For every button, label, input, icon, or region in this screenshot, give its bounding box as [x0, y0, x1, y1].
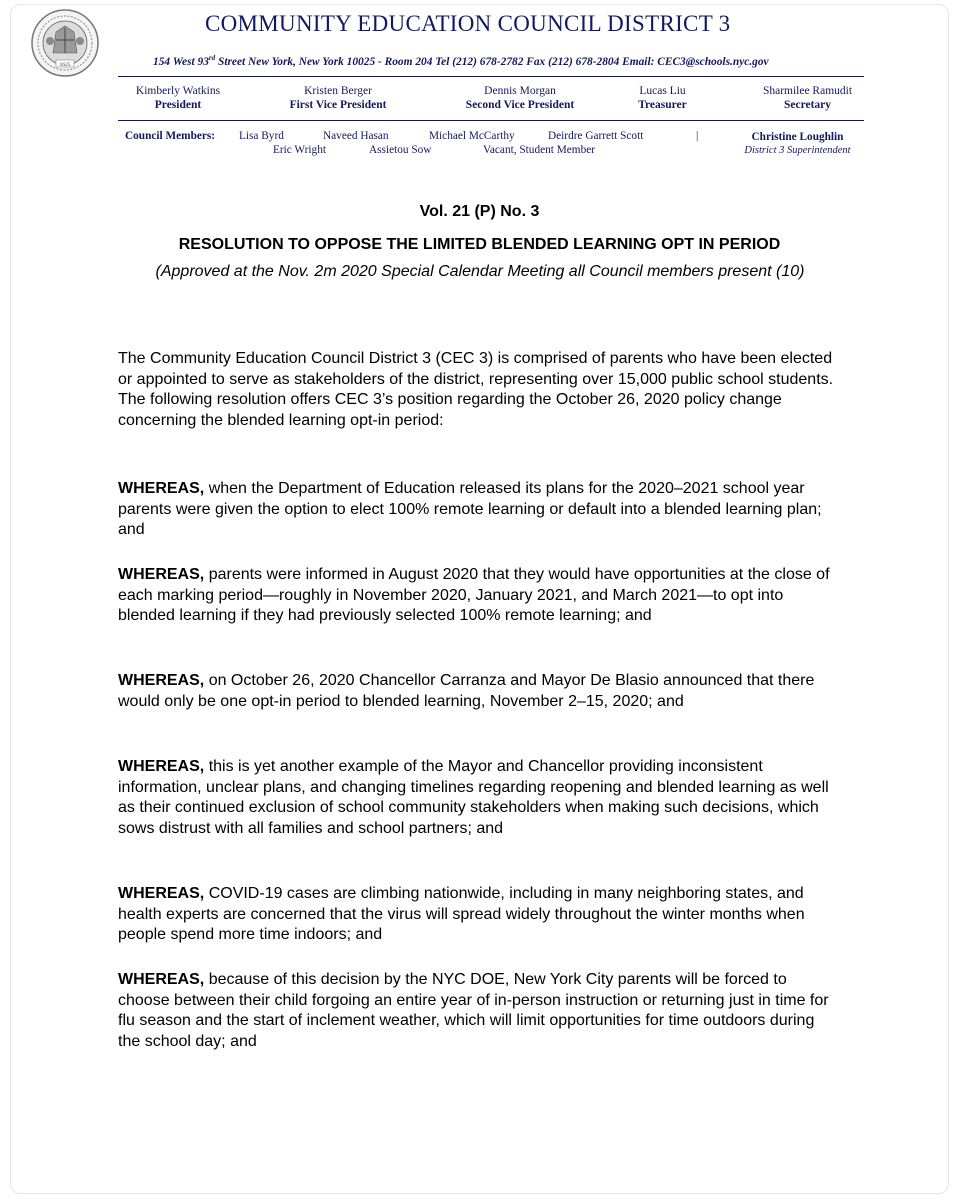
- members-separator: |: [696, 130, 699, 142]
- header-divider-bottom: [118, 120, 864, 121]
- officer-second-vice-president: Dennis Morgan Second Vice President: [465, 85, 575, 111]
- whereas-clause: WHEREAS, this is yet another example of the Mayor and Chancellor providing inconsistent information, unclear plans, and changing timelines regarding reopening and blended learning as well as their continued exclusion of school community stakeholders when making such decisions, which sows distrust with all families and school partners; and: [118, 758, 829, 837]
- superintendent-role: District 3 Superintendent: [744, 145, 851, 156]
- council-members-row-1: [125, 130, 215, 142]
- resolution-subtitle: (Approved at the Nov. 2m 2020 Special Calendar Meeting all Council members present (10): [155, 263, 805, 280]
- whereas-clause: WHEREAS, COVID-19 cases are climbing nationwide, including in many neighboring states, and health experts are concerned that the virus will spread widely throughout the winter months when people spend more time indoors; and: [118, 885, 805, 943]
- whereas-clause: WHEREAS, parents were informed in August 2020 that they would have opportunities at the close of each marking period—roughly in November 2020, January 2021, and March 2021—to opt into blended learning if they had previously selected 100% remote learning; and: [118, 566, 830, 624]
- council-title: COMMUNITY EDUCATION COUNCIL DISTRICT 3: [205, 11, 731, 36]
- officer-first-vice-president: Kristen Berger First Vice President: [289, 85, 387, 111]
- seal-year-text: 1625: [59, 62, 71, 68]
- superintendent-name: Christine Loughlin: [751, 131, 844, 143]
- officer-secretary: Sharmilee Ramudit Secretary: [762, 85, 853, 111]
- member-name: Vacant, Student Member: [483, 144, 595, 156]
- member-name: Deirdre Garrett Scott: [548, 130, 644, 142]
- volume-number: Vol. 21 (P) No. 3: [419, 203, 540, 220]
- whereas-clause: WHEREAS, when the Department of Education released its plans for the 2020–2021 school year parents were given the option to elect 100% remote learning or default into a blended learning plan; and: [118, 480, 822, 538]
- officer-treasurer: Lucas Liu Treasurer: [638, 85, 687, 111]
- header-divider-top: [118, 76, 864, 77]
- nyc-seal-icon: [30, 8, 100, 78]
- whereas-clause: WHEREAS, because of this decision by the NYC DOE, New York City parents will be forced to choose between their child forgoing an entire year of in-person instruction or returning just in time for flu season and the start of inclement weather, which will limit opportunities for time outdoors during the school day; and: [118, 971, 829, 1050]
- resolution-title: RESOLUTION TO OPPOSE THE LIMITED BLENDED LEARNING OPT IN PERIOD: [178, 236, 781, 253]
- member-name: Naveed Hasan: [323, 130, 389, 142]
- superintendent-block: [730, 130, 865, 158]
- officer-president: Kimberly Watkins President: [135, 85, 221, 111]
- council-address: 154 West 93rd Street New York, New York 10025 - Room 204 Tel (212) 678-2782 Fax (212) 678-2804 Email: CEC3@schools.nyc.gov: [153, 54, 769, 68]
- member-name: Eric Wright: [273, 144, 326, 156]
- whereas-clause: WHEREAS, on October 26, 2020 Chancellor Carranza and Mayor De Blasio announced that there would only be one opt-in period to blended learning, November 2–15, 2020; and: [118, 672, 815, 710]
- member-name: Michael McCarthy: [429, 130, 515, 142]
- intro-paragraph: The Community Education Council District 3 (CEC 3) is comprised of parents who have been elected or appointed to serve as stakeholders of the district, representing over 15,000 public school students. The following resolution offers CEC 3’s position regarding the October 26, 2020 policy change concerning the blended learning opt-in period:: [118, 350, 834, 429]
- member-name: Assietou Sow: [369, 144, 432, 156]
- council-members-label: Council Members:: [125, 130, 216, 142]
- member-name: Lisa Byrd: [239, 130, 284, 142]
